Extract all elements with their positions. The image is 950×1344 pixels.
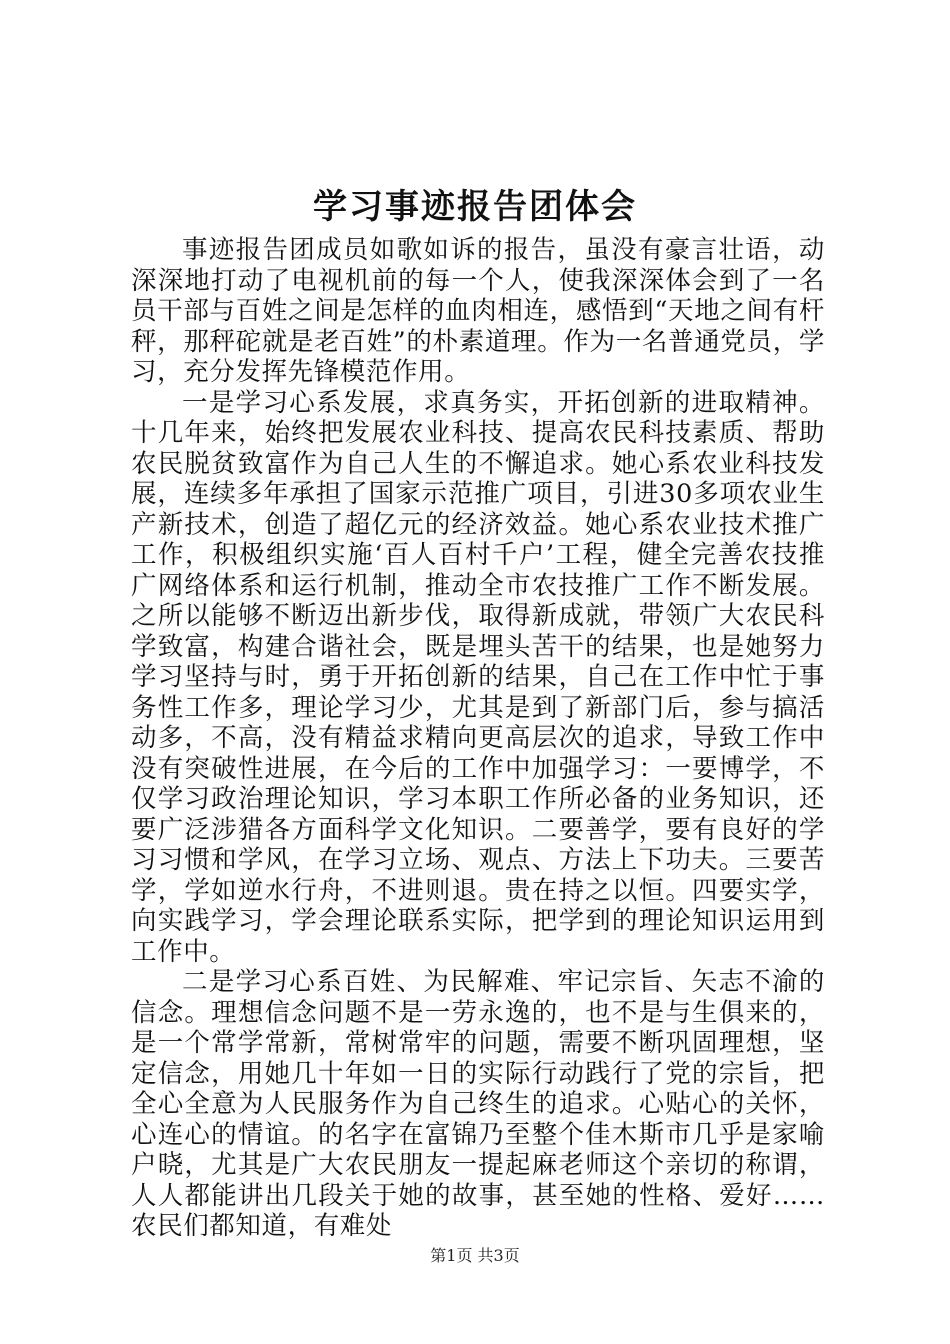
paragraph-intro: 事迹报告团成员如歌如诉的报告，虽没有豪言壮语，动深深地打动了电视机前的每一个人，使我深深体会到了一名员干部与百姓之间是怎样的血肉相连，感悟到“天地之间有杆秤，那秤砣就是老百姓”的朴素道理。作为一名普通党员，学习，充分发挥先锋模范作用。 [131,235,825,387]
paragraph-point-two: 二是学习心系百姓、为民解难、牢记宗旨、矢志不渝的信念。理想信念问题不是一劳永逸的，也不是与生俱来的，是一个常学常新，常树常牢的问题，需要不断巩固理想，坚定信念，用她几十年如一日的实际行动践行了党的宗旨，把全心全意为人民服务作为自己终生的追求。心贴心的关怀，心连心的情谊。的名字在富锦乃至整个佳木斯市几乎是家喻户晓，尤其是广大农民朋友一提起麻老师这个亲切的称谓，人人都能讲出几段关于她的故事，甚至她的性格、爱好……农民们都知道，有难处 [131,967,825,1241]
document-title: 学习事迹报告团体会 [313,187,637,227]
document-body [131,235,825,1242]
page-number-footer: 第1页 共3页 [430,1246,520,1265]
paragraph-point-one: 一是学习心系发展，求真务实，开拓创新的进取精神。十几年来，始终把发展农业科技、提高农民科技素质、帮助农民脱贫致富作为自己人生的不懈追求。她心系农业科技发展，连续多年承担了国家示范推广项目，引进30多项农业生产新技术，创造了超亿元的经济效益。她心系农业技术推广工作，积极组织实施‘百人百村千户’工程，健全完善农技推广网络体系和运行机制，推动全市农技推广工作不断发展。之所以能够不断迈出新步伐，取得新成就，带领广大农民科学致富，构建合谐社会，既是埋头苦干的结果，也是她努力学习坚持与时，勇于开拓创新的结果，自己在工作中忙于事务性工作多，理论学习少，尤其是到了新部门后，参与搞活动多，不高，没有精益求精向更高层次的追求，导致工作中没有突破性进展，在今后的工作中加强学习：一要博学，不仅学习政治理论知识，学习本职工作所必备的业务知识，还要广泛涉猎各方面科学文化知识。二要善学，要有良好的学习习惯和学风，在学习立场、观点、方法上下功夫。三要苦学，学如逆水行舟，不进则退。贵在持之以恒。四要实学，向实践学习，学会理论联系实际，把学到的理论知识运用到工作中。 [131,387,825,967]
